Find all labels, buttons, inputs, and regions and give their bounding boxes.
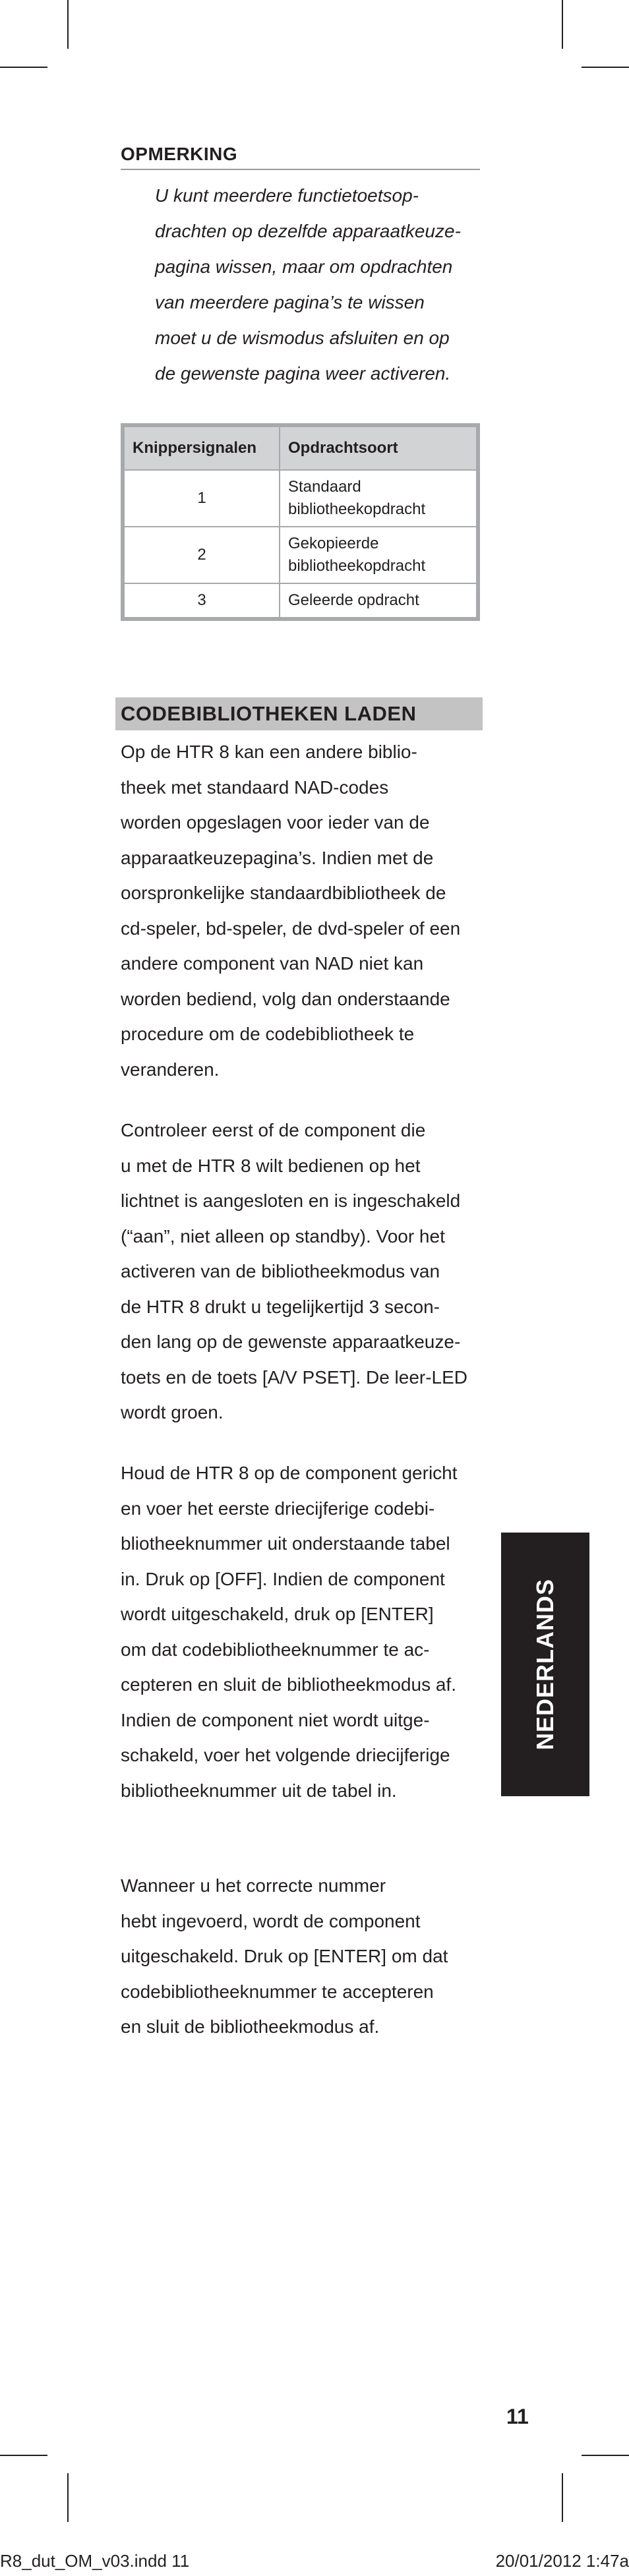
paragraph-line: wordt groen. [121, 1402, 224, 1422]
note-heading: OPMERKING [121, 144, 480, 170]
paragraph-line: cd-speler, bd-speler, de dvd-speler of een [121, 918, 461, 939]
paragraph-line: worden bediend, volg dan onderstaande [121, 988, 450, 1009]
section-heading: CODEBIBLIOTHEKEN LADEN [115, 697, 483, 730]
paragraph-line: Wanneer u het correcte nummer [121, 1875, 386, 1896]
page-number: 11 [506, 2405, 529, 2428]
note-text [155, 178, 485, 392]
slug-filename: R8_dut_OM_v03.indd 11 [0, 2551, 190, 2571]
paragraph-line: uitgeschakeld. Druk op [ENTER] om dat [121, 1946, 448, 1966]
paragraph-line: in. Druk op [OFF]. Indien de component [121, 1568, 445, 1589]
crop-mark [582, 2455, 629, 2456]
paragraph-line: andere component van NAD niet kan [121, 953, 424, 974]
note-line: drachten op dezelfde apparaatkeuze- [155, 221, 461, 241]
paragraph-line: den lang op de gewenste apparaatkeuze- [121, 1332, 461, 1352]
paragraph-line: (“aan”, niet alleen op standby). Voor het [121, 1225, 445, 1246]
table-row [123, 527, 478, 583]
paragraph-line: wordt uitgeschakeld, druk op [ENTER] [121, 1604, 434, 1624]
paragraph-line: en voer het eerste driecijferige codebi- [121, 1498, 435, 1519]
type-line: Standaard [288, 478, 361, 496]
crop-mark [0, 67, 47, 68]
paragraph-line: veranderen. [121, 1059, 220, 1080]
table-cell-signal: 3 [123, 583, 280, 619]
blink-signal-table [121, 423, 480, 621]
paragraph-line: en sluit de bibliotheekmodus af. [121, 2016, 380, 2037]
slug-date: 20/01/2012 1:47a [495, 2551, 629, 2571]
paragraph-line: Houd de HTR 8 op de component gericht [121, 1463, 458, 1483]
type-line: Gekopieerde [288, 535, 379, 552]
paragraph-line: worden opgeslagen voor ieder van de [121, 812, 430, 833]
paragraph-line: om dat codebibliotheeknummer te ac- [121, 1639, 430, 1660]
crop-mark [67, 0, 69, 49]
note-line: van meerdere pagina’s te wissen [155, 292, 425, 312]
type-line: bibliotheekopdracht [288, 557, 426, 575]
body-paragraph [121, 734, 487, 1087]
note-line: moet u de wismodus afsluiten en op [155, 328, 450, 348]
paragraph-line: bliotheeknummer uit onderstaande tabel [121, 1533, 450, 1554]
paragraph-line: lichtnet is aangesloten en is ingeschakeld [121, 1190, 461, 1211]
paragraph-line: activeren van de bibliotheekmodus van [121, 1261, 440, 1281]
language-tab-label: NEDERLANDS [531, 1578, 559, 1751]
table-cell-signal: 1 [123, 470, 280, 527]
paragraph-line: procedure om de codebibliotheek te [121, 1024, 415, 1044]
crop-mark [562, 0, 563, 49]
table-cell-type [280, 470, 478, 527]
body-paragraph [121, 1113, 487, 1430]
table-cell-type [280, 527, 478, 583]
body-paragraph [121, 1868, 487, 2045]
paragraph-line: cepteren en sluit de bibliotheekmodus af. [121, 1674, 456, 1695]
table-cell-type [280, 583, 478, 619]
type-line: bibliotheekopdracht [288, 500, 426, 518]
paragraph-line: Indien de component niet wordt uitge- [121, 1709, 430, 1730]
paragraph-line: u met de HTR 8 wilt bedienen op het [121, 1155, 421, 1176]
table-row [123, 583, 478, 619]
paragraph-line: theek met standaard NAD-codes [121, 776, 389, 798]
paragraph-line: bibliotheeknummer uit de tabel in. [121, 1780, 397, 1801]
crop-mark [582, 67, 629, 68]
paragraph-line: hebt ingevoerd, wordt de component [121, 1910, 421, 1931]
table-cell-signal: 2 [123, 527, 280, 583]
language-tab [501, 1533, 589, 1796]
crop-mark [562, 2473, 563, 2522]
note-line: pagina wissen, maar om opdrachten [155, 256, 453, 277]
paragraph-line: oorspronkelijke standaardbibliotheek de [121, 883, 446, 903]
paragraph-line: de HTR 8 drukt u tegelijkertijd 3 secon- [121, 1296, 440, 1317]
table-row [123, 470, 478, 527]
paragraph-line: Controleer eerst of de component die [121, 1120, 426, 1140]
paragraph-line: toets en de toets [A/V PSET]. De leer-LED [121, 1366, 468, 1388]
paragraph-line: apparaatkeuzepagina’s. Indien met de [121, 847, 434, 868]
paragraph-line: Op de HTR 8 kan een andere biblio- [121, 742, 417, 762]
note-line: U kunt meerdere functietoetsop- [155, 185, 419, 206]
type-line: Geleerde opdracht [288, 591, 419, 609]
note-line: de gewenste pagina weer activeren. [155, 363, 451, 384]
body-paragraph [121, 1455, 487, 1808]
table-header-row [123, 425, 478, 470]
crop-mark [67, 2473, 69, 2522]
table-header-signals: Knippersignalen [123, 425, 280, 470]
table-header-command-type: Opdrachtsoort [280, 425, 478, 470]
paragraph-line: schakeld, voer het volgende driecijferige [121, 1745, 450, 1765]
paragraph-line: codebibliotheeknummer te accepteren [121, 1981, 434, 2002]
crop-mark [0, 2455, 47, 2456]
